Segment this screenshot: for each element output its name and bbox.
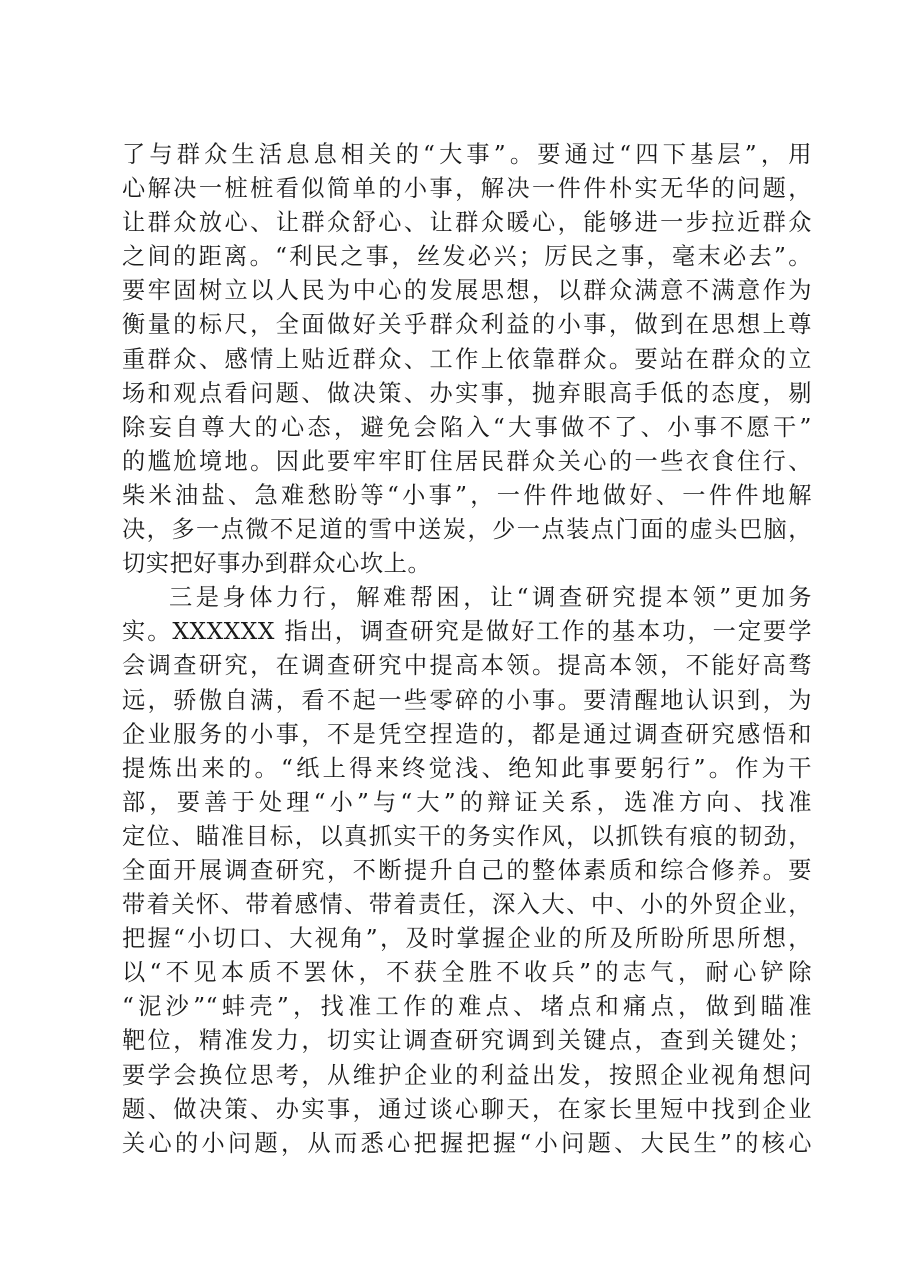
text-line: 企业服务的小事，不是凭空捏造的，都是通过调查研究感悟和	[122, 720, 812, 748]
text-line: 除妄自尊大的心态，避免会陷入“大事做不了、小事不愿干”	[122, 413, 812, 441]
text-line: 柴米油盐、急难愁盼等“小事”，一件件地做好、一件件地解	[122, 481, 812, 509]
text-line: 重群众、感情上贴近群众、工作上依靠群众。要站在群众的立	[122, 345, 812, 373]
text-line: 实。XXXXXX 指出，调查研究是做好工作的基本功，一定要学	[122, 618, 812, 646]
text-line: 决，多一点微不足道的雪中送炭，少一点装点门面的虚头巴脑，	[122, 516, 812, 544]
text-line: 全面开展调查研究，不断提升自己的整体素质和综合修养。要	[122, 856, 812, 884]
text-line: 了与群众生活息息相关的“大事”。要通过“四下基层”，用	[122, 141, 812, 168]
text-line: 部，要善于处理“小”与“大”的辩证关系，选准方向、找准	[122, 788, 812, 816]
paragraph-end-line: 切实把好事办到群众心坎上。	[122, 550, 432, 578]
text-line: 远，骄傲自满，看不起一些零碎的小事。要清醒地认识到，为	[122, 686, 812, 714]
text-line: 靶位，精准发力，切实让调查研究调到关键点，查到关键处；	[122, 1027, 812, 1055]
text-line: 衡量的标尺，全面做好关乎群众利益的小事，做到在思想上尊	[122, 311, 812, 339]
text-line: 提炼出来的。“纸上得来终觉浅、绝知此事要躬行”。作为干	[122, 754, 812, 782]
text-line: 要牢固树立以人民为中心的发展思想，以群众满意不满意作为	[122, 277, 812, 305]
text-line: 带着关怀、带着感情、带着责任，深入大、中、小的外贸企业，	[122, 891, 812, 919]
text-line: 会调查研究，在调查研究中提高本领。提高本领，不能好高骛	[122, 652, 812, 680]
text-line: 定位、瞄准目标，以真抓实干的务实作风，以抓铁有痕的韧劲，	[122, 822, 812, 850]
text-line: 题、做决策、办实事，通过谈心聊天，在家长里短中找到企业	[122, 1095, 812, 1123]
text-line: 要学会换位思考，从维护企业的利益出发，按照企业视角想问	[122, 1061, 812, 1089]
text-line: 心解决一桩桩看似简单的小事，解决一件件朴实无华的问题，	[122, 175, 812, 203]
paragraph-start-line: 三是身体力行，解难帮困，让“调查研究提本领”更加务	[169, 584, 812, 612]
text-line: 关心的小问题，从而悉心把握把握“小问题、大民生”的核心	[122, 1129, 812, 1157]
text-line: 的尴尬境地。因此要牢牢盯住居民群众关心的一些衣食住行、	[122, 447, 812, 475]
text-line: 场和观点看问题、做决策、办实事，抛弃眼高手低的态度，剔	[122, 379, 812, 407]
text-line: 让群众放心、让群众舒心、让群众暖心，能够进一步拉近群众	[122, 209, 812, 237]
body-text	[122, 138, 812, 1161]
text-line: 之间的距离。“利民之事，丝发必兴；厉民之事，毫末必去”。	[122, 243, 812, 271]
text-line: 把握“小切口、大视角”，及时掌握企业的所及所盼所思所想，	[122, 925, 812, 953]
text-line: 以“不见本质不罢休，不获全胜不收兵”的志气，耐心铲除	[122, 959, 812, 987]
text-line: “泥沙”“蚌壳”，找准工作的难点、堵点和痛点，做到瞄准	[122, 993, 812, 1021]
